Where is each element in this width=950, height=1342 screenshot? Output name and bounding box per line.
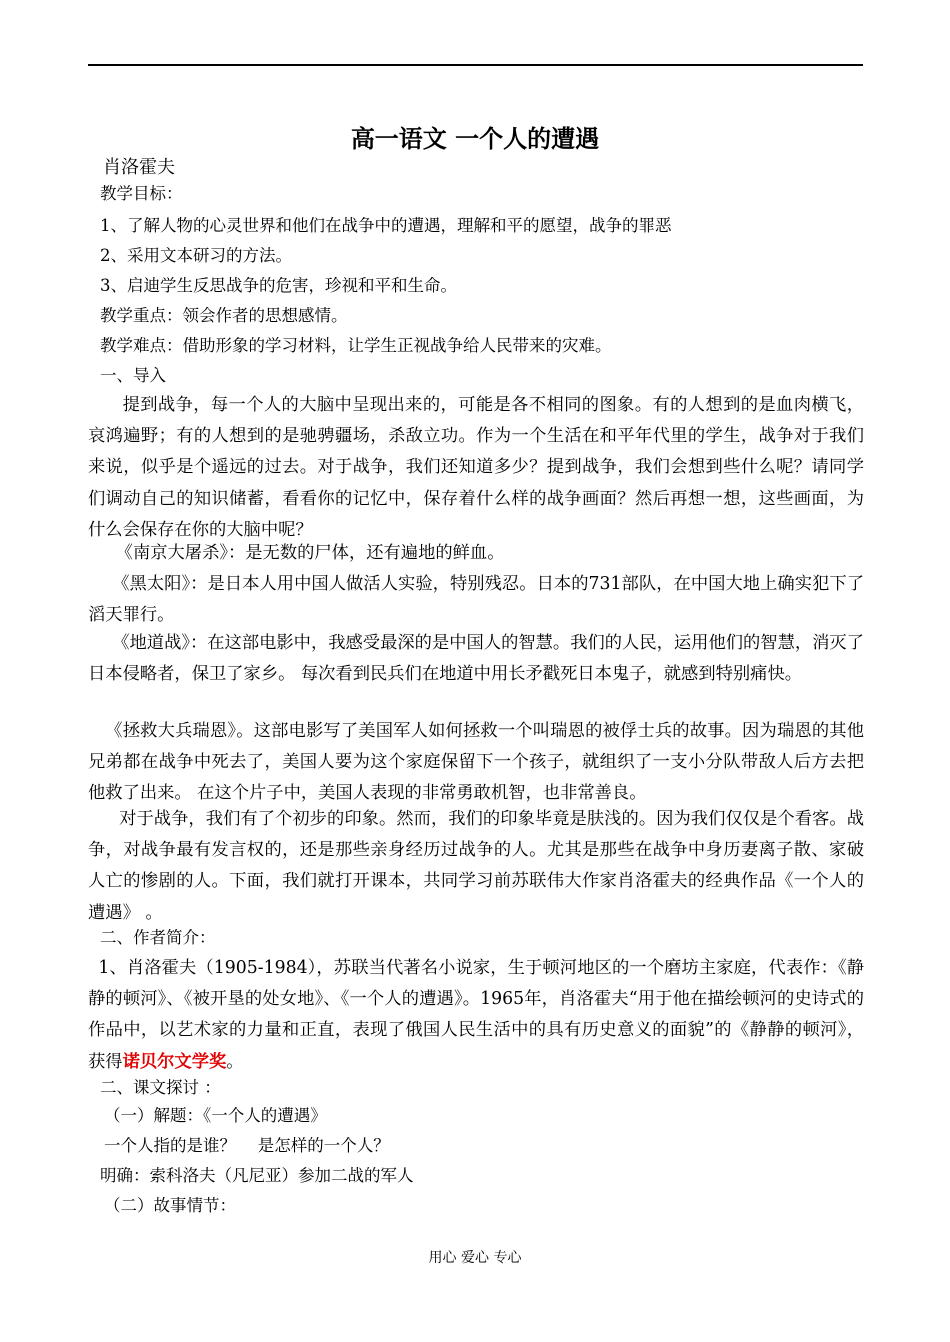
difficulty: 教学难点：借助形象的学习材料，让学生正视战争给人民带来的灾难。 — [100, 336, 612, 355]
film-paragraph: 《地道战》：在这部电影中，我感受最深的是中国人的智慧。我们的人民，运用他们的智慧，消灭了日本侵略者，保卫了家乡。 每次看到民兵们在地道中用长矛戳死日本鬼子，就感到特别痛快。 — [88, 633, 864, 685]
film-paragraph: 《黑太阳》：是日本人用中国人做活人实验，特别残忍。日本的731部队，在中国大地上确实犯下了滔天罪行。 — [88, 574, 864, 626]
goal-item: 3、启迪学生反思战争的危害，珍视和平和生命。 — [100, 276, 457, 295]
bio-text: 1、肖洛霍夫（1905-1984），苏联当代著名小说家，生于顿河地区的一个磨坊主家庭，代表作：《静静的顿河》、《被开垦的处女地》、《一个人的遭遇》。1965年，肖洛霍夫“用于他在描绘顿河的史诗式的作品中，以艺术家的力量和正直，表现了俄国人民生活中的具有历史意义的面貌”的《静静的顿河》， 获得 — [88, 958, 864, 1072]
key-point: 教学重点：领会作者的思想感情。 — [100, 306, 348, 325]
prize-highlight: 诺贝尔文学奖 — [122, 1051, 227, 1072]
intro-paragraph: 提到战争，每一个人的大脑中呈现出来的，可能是各不相同的图象。有的人想到的是血肉横飞，哀鸿遍野；有的人想到的是驰骋疆场，杀敌立功。作为一个生活在和平年代里的学生，战争对于我们来说，似乎是个遥远的过去。对于战争，我们还知道多少？提到战争，我们会想到些什么呢？请同学们调动自己的知识储蓄，看看你的记忆中，保存着什么样的战争画面？然后再想一想，这些画面，为什么会保存在你的大脑中呢？ — [88, 395, 864, 540]
section-heading: 二、课文探讨 ： — [100, 1078, 221, 1097]
goals-heading: 教学目标： — [100, 184, 183, 203]
section-heading: 一、导入 — [100, 366, 166, 385]
bio-end: 。 — [226, 1051, 244, 1072]
page-footer: 用心 爱心 专心 — [428, 1250, 522, 1266]
header-rule — [88, 64, 863, 66]
author-name: 肖洛霍夫 — [103, 157, 175, 178]
goal-item: 1、了解人物的心灵世界和他们在战争中的遭遇，理解和平的愿望，战争的罪恶 — [100, 216, 672, 235]
goal-item: 2、采用文本研习的方法。 — [100, 246, 292, 265]
page-title: 高一语文 一个人的遭遇 — [350, 124, 600, 153]
question-line: 一个人指的是谁？ 是怎样的一个人？ — [104, 1136, 390, 1155]
transition-paragraph: 对于战争，我们有了个初步的印象。然而，我们的印象毕竟是肤浅的。因为我们仅仅是个看客。战争，对战争最有发言权的，还是那些亲身经历过战争的人。尤其是那些在战争中身历妻离子散、家破人亡的惨剧的人。下面，我们就打开课本，共同学习前苏联伟大作家肖洛霍夫的经典作品《一个人的遭遇》 。 — [88, 809, 864, 923]
author-bio — [88, 953, 864, 1078]
film-paragraph: 《拯救大兵瑞恩》。这部电影写了美国军人如何拯救一个叫瑞恩的被俘士兵的故事。因为瑞恩的其他兄弟都在战争中死去了，美国人要为这个家庭保留下一个孩子，就组织了一支小分队带敌人后方去把他救了出来。 在这个片子中，美国人表现的非常勇敢机智，也非常善良。 — [88, 721, 864, 804]
subsection-heading: （一）解题：《一个人的遭遇》 — [104, 1106, 327, 1125]
film-paragraph: 《南京大屠杀》：是无数的尸体，还有遍地的鲜血。 — [115, 543, 505, 563]
subsection-heading: （二）故事情节： — [104, 1196, 236, 1215]
section-heading: 二、作者简介： — [100, 928, 216, 947]
answer-line: 明确：索科洛夫（凡尼亚）参加二战的军人 — [100, 1166, 414, 1185]
